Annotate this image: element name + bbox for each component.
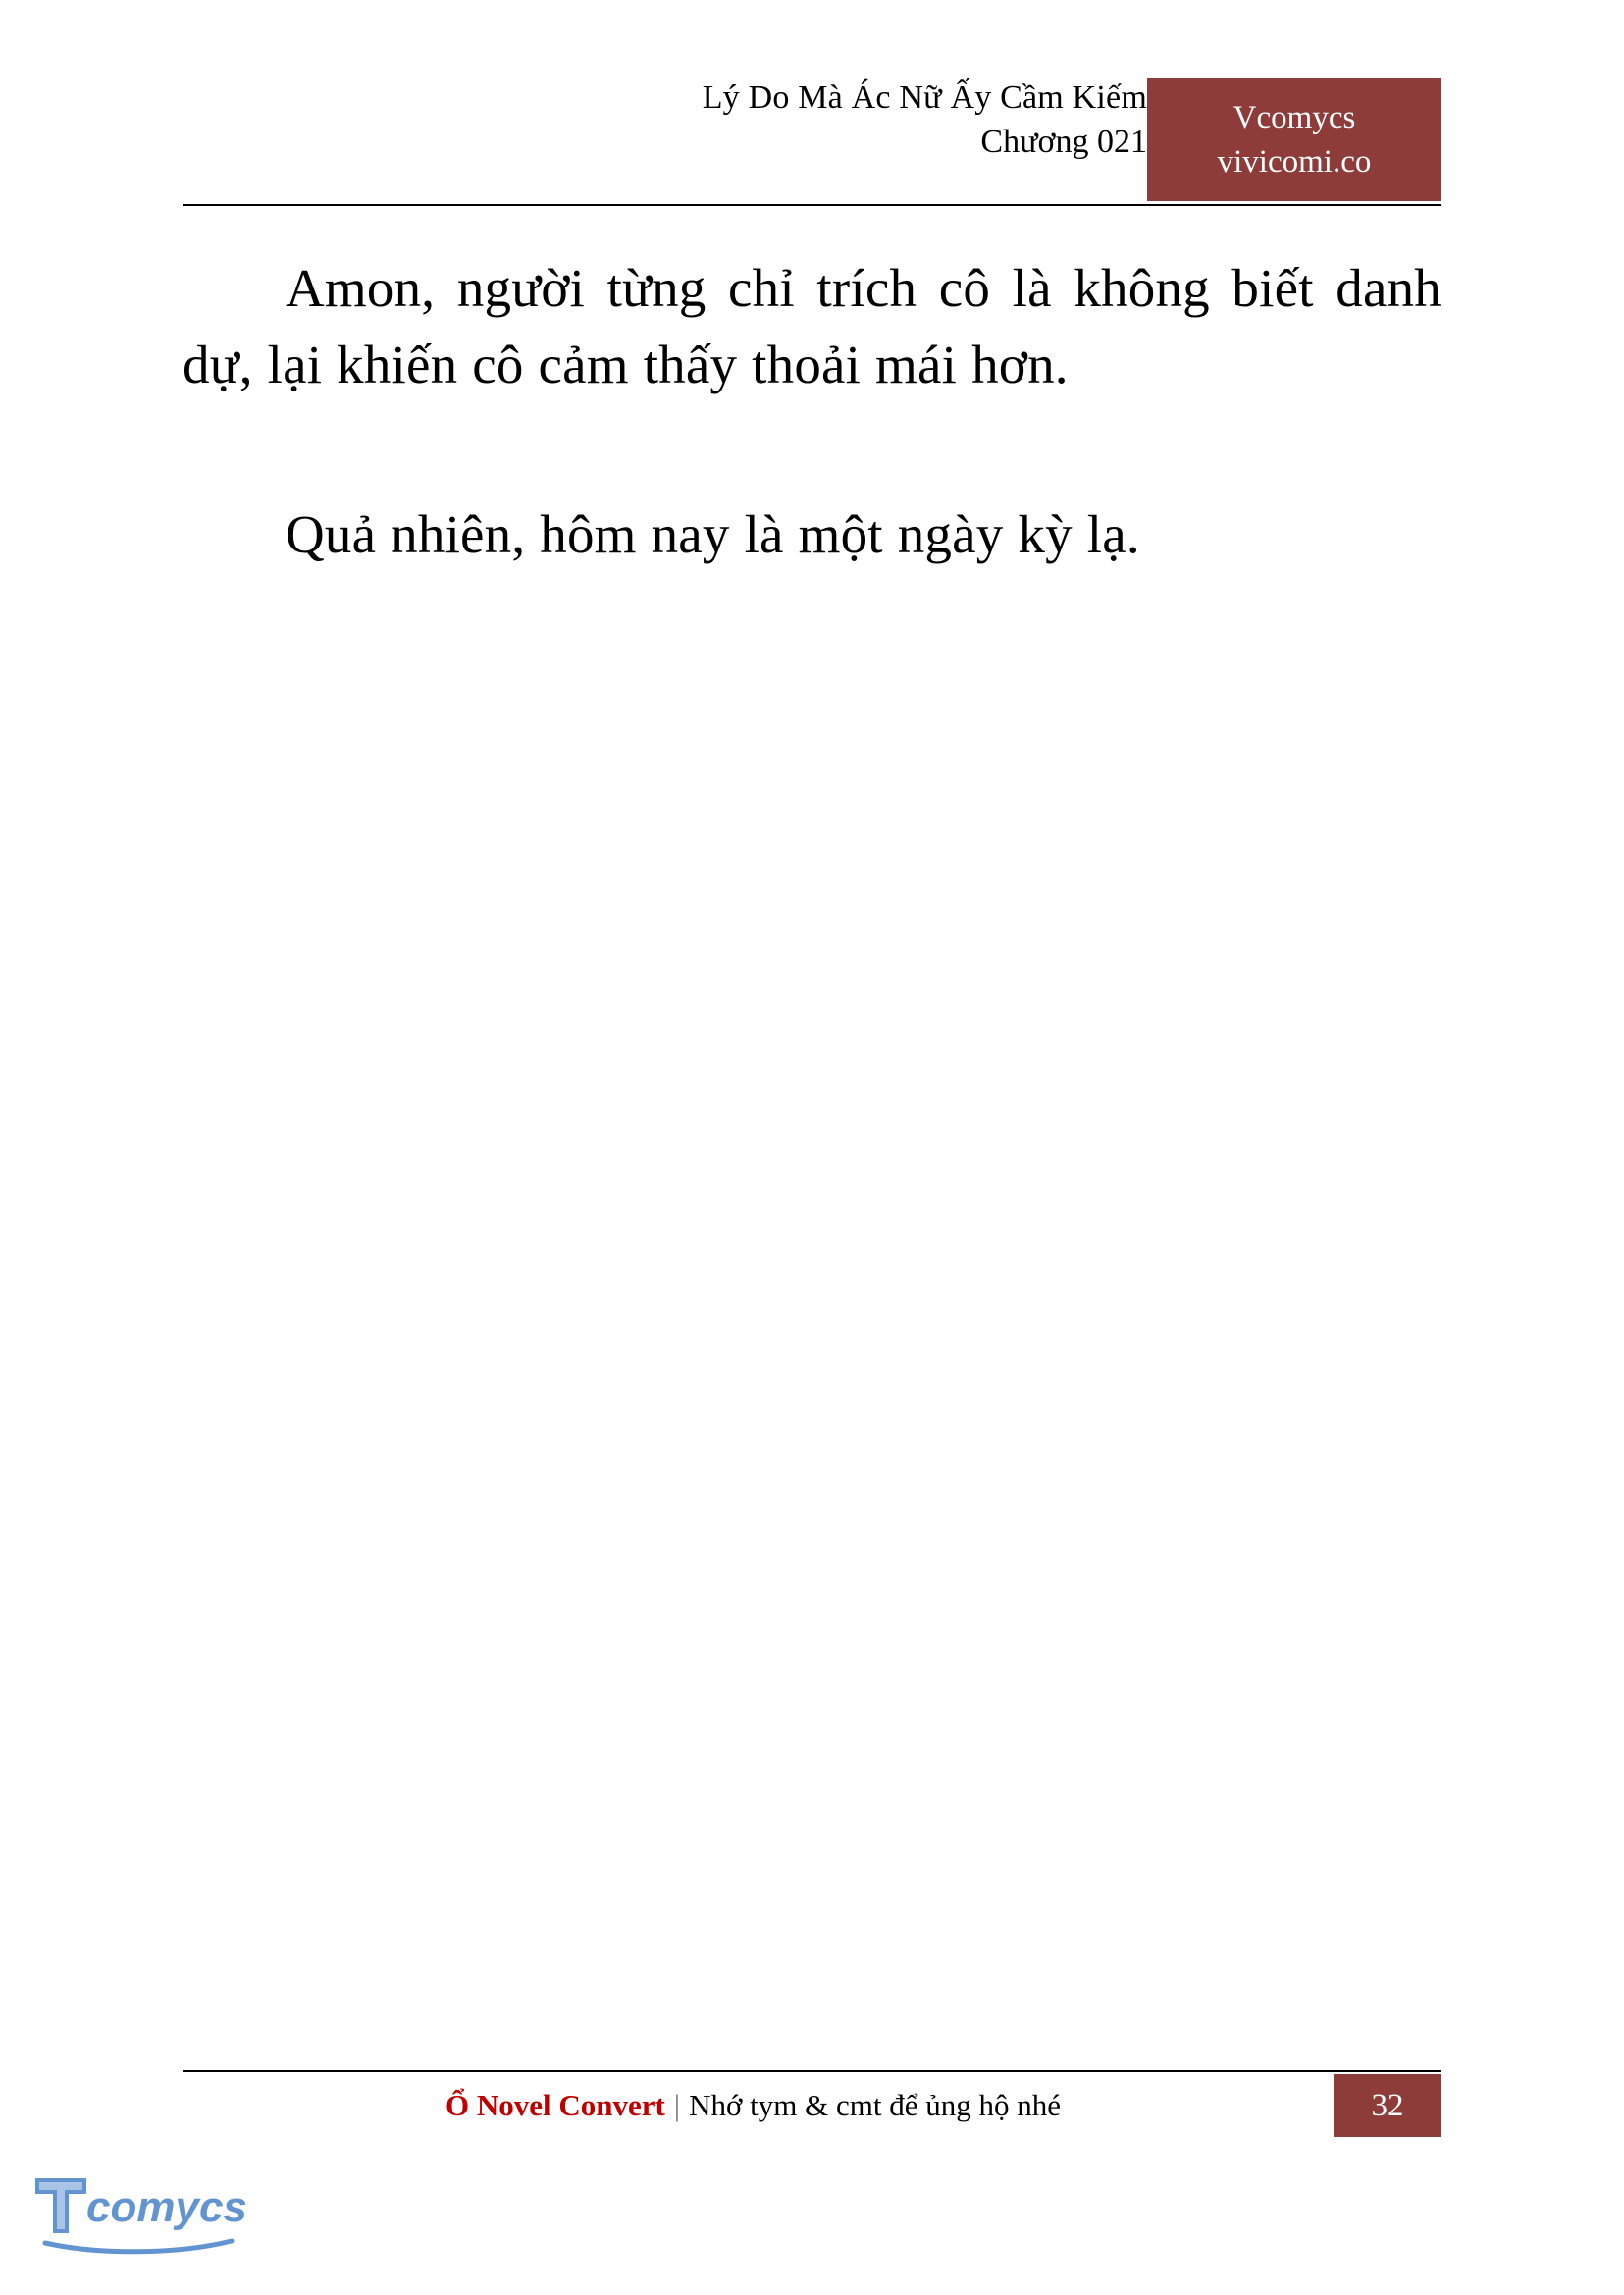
page-header [183, 77, 1441, 204]
header-divider [183, 204, 1441, 206]
vcomycs-watermark-logo [29, 2161, 255, 2273]
paragraph: Quả nhiên, hôm nay là một ngày kỳ lạ. [286, 504, 1140, 565]
page-number-badge: 32 [1334, 2074, 1441, 2137]
page-title: Lý Do Mà Ác Nữ Ấy Cầm Kiếm [702, 79, 1147, 116]
page-content [183, 250, 1441, 573]
footer-separator: | [673, 2088, 681, 2122]
site-badge-url: vivicomi.co [1217, 143, 1372, 180]
paragraph: Amon, người từng chỉ trích cô là không biết danh dự, lại khiến cô cảm thấy thoải mái hơn. [183, 258, 1441, 395]
svg-text:comycs: comycs [86, 2183, 247, 2231]
header-title-block [703, 77, 1147, 165]
footer-credit [445, 2088, 1179, 2123]
site-badge-name: Vcomycs [1232, 99, 1356, 135]
footer-content [183, 2072, 1441, 2139]
footer-brand: Ổ Novel Convert [445, 2088, 665, 2122]
chapter-label: Chương 021 [980, 123, 1147, 160]
footer-note: Nhớ tym & cmt để ủng hộ nhé [689, 2088, 1061, 2122]
page-footer [183, 2070, 1441, 2139]
site-badge [1147, 78, 1441, 201]
